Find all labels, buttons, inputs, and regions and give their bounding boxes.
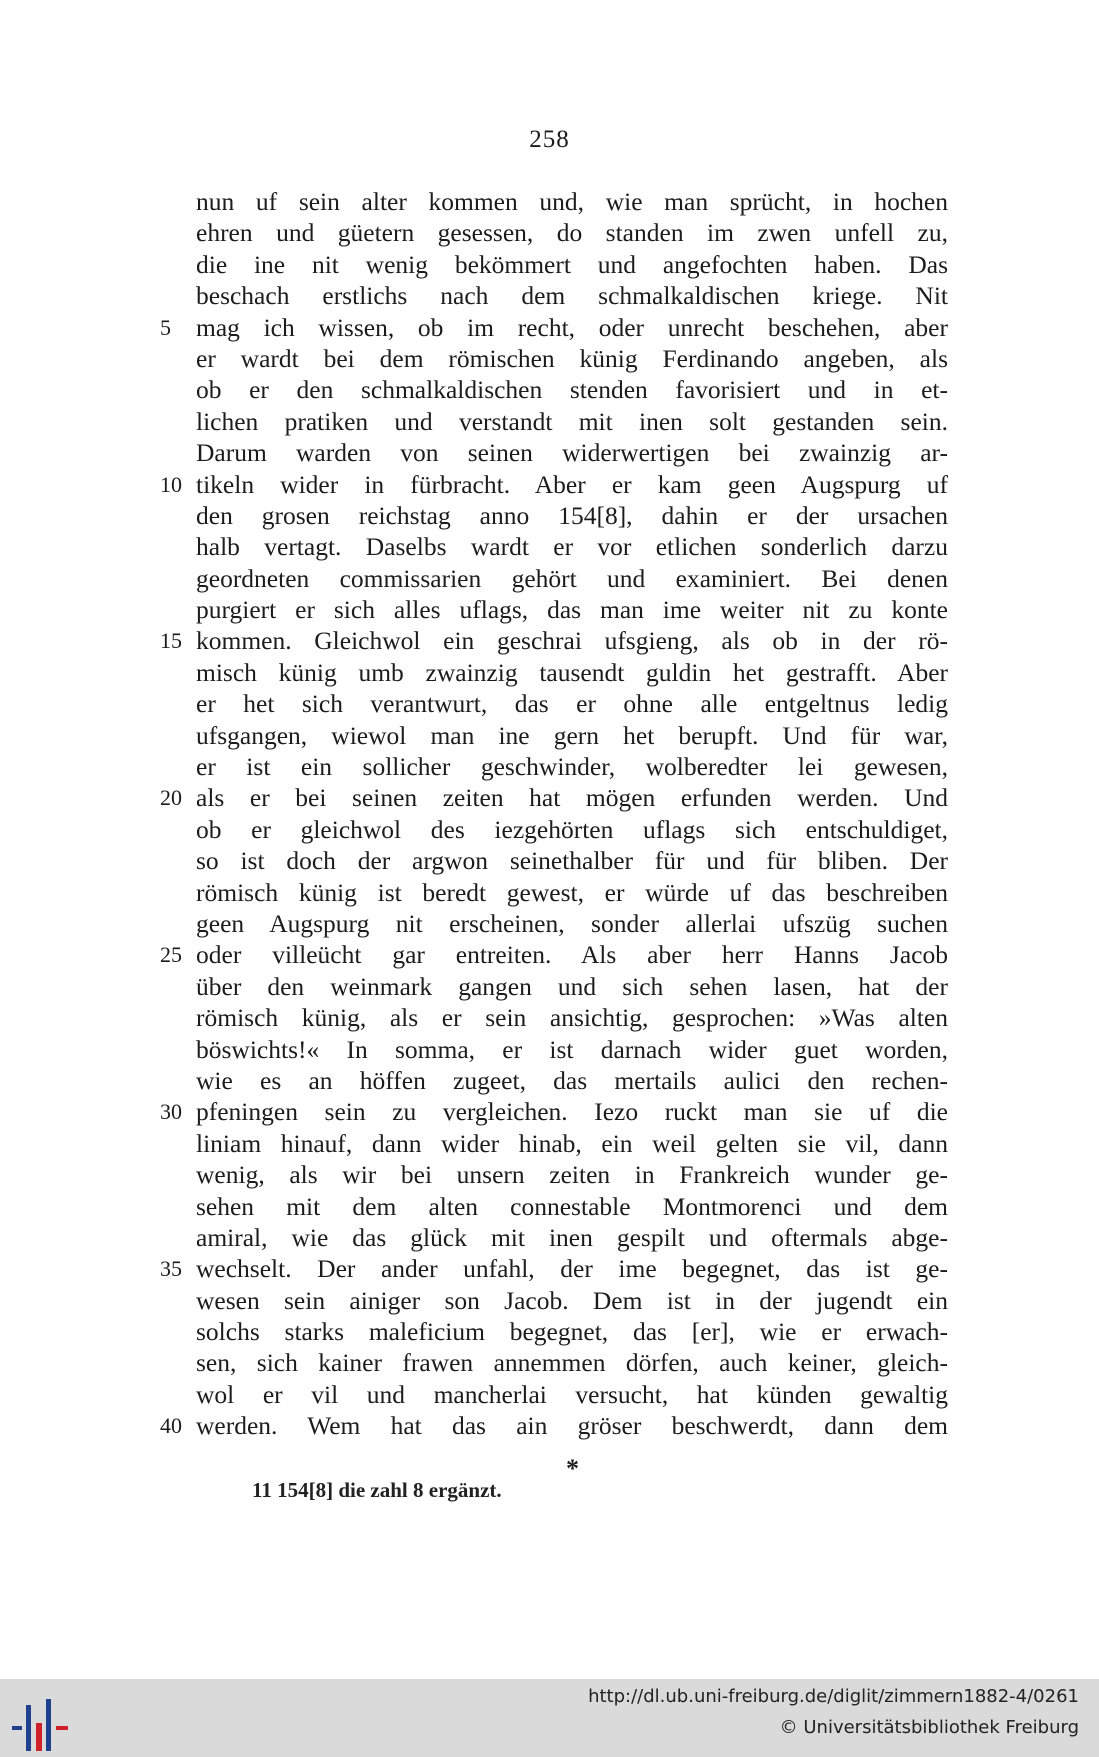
text-line [196, 720, 948, 751]
line-text: oder villeücht gar entreiten. Als aber herr Hanns Jacob [196, 940, 948, 970]
line-number: 40 [160, 1413, 182, 1439]
text-line [196, 1065, 948, 1096]
text-line [196, 971, 948, 1002]
text-line [196, 1034, 948, 1065]
text-line [196, 374, 948, 405]
line-text: pfeningen sein zu vergleichen. Iezo ruckt man sie uf die [196, 1097, 948, 1127]
line-text: halb vertagt. Daselbs wardt er vor etlichen sonderlich darzu [196, 532, 948, 562]
footnote-marker: * [566, 1454, 579, 1483]
line-text: wie es an höffen zugeet, das mertails aulici den rechen- [196, 1065, 948, 1095]
line-number: 30 [160, 1099, 182, 1125]
line-text: ob er gleichwol des iezgehörten uflags sich entschuldiget, [196, 814, 948, 844]
footer-url-link[interactable]: http://dl.ub.uni-freiburg.de/diglit/zimmern1882-4/0261 [588, 1686, 1079, 1707]
line-text: ob er den schmalkaldischen stenden favorisiert und in et- [196, 375, 948, 405]
line-text: tikeln wider in fürbracht. Aber er kam geen Augspurg uf [196, 469, 948, 499]
text-line [196, 1316, 948, 1347]
text-line [196, 343, 948, 374]
text-line [160, 1410, 948, 1441]
text-line [196, 908, 948, 939]
text-line [196, 563, 948, 594]
page-number: 258 [529, 126, 570, 153]
text-line [196, 751, 948, 782]
line-text: purgiert er sich alles uflags, das man ime weiter nit zu konte [196, 595, 948, 625]
text-line [196, 594, 948, 625]
footnote: 11 154[8] die zahl 8 ergänzt. [252, 1478, 502, 1502]
text-line [160, 939, 948, 970]
line-number: 10 [160, 471, 182, 497]
line-text: so ist doch der argwon seinethalber für und für bliben. Der [196, 846, 948, 876]
text-line [196, 437, 948, 468]
text-line [196, 1002, 948, 1033]
line-text: als er bei seinen zeiten hat mögen erfunden werden. Und [196, 783, 948, 813]
footer-copyright: © Universitätsbibliothek Freiburg [779, 1717, 1079, 1738]
text-line [196, 186, 948, 217]
text-line [196, 1379, 948, 1410]
text-line [160, 312, 948, 343]
main-text [160, 186, 948, 1442]
line-text: ufsgangen, wiewol man ine gern het berupft. Und für war, [196, 720, 948, 750]
text-line [160, 1096, 948, 1127]
text-line [196, 657, 948, 688]
text-line [196, 845, 948, 876]
text-line [196, 280, 948, 311]
text-line [196, 1285, 948, 1316]
text-line [196, 1128, 948, 1159]
line-text: er ist ein sollicher geschwinder, wolberedter lei gewesen, [196, 752, 948, 782]
text-line [196, 249, 948, 280]
text-line [196, 1191, 948, 1222]
text-line [196, 217, 948, 248]
line-text: er wardt bei dem römischen künig Ferdinando angeben, als [196, 343, 948, 373]
line-text: mag ich wissen, ob im recht, oder unrecht beschehen, aber [196, 312, 948, 342]
line-text: misch künig umb zwainzig tausendt guldin het gestrafft. Aber [196, 657, 948, 687]
text-line [196, 1159, 948, 1190]
line-text: solchs starks maleficium begegnet, das [er], wie er erwach- [196, 1317, 948, 1347]
text-line [196, 406, 948, 437]
line-text: geordneten commissarien gehört und examiniert. Bei denen [196, 563, 948, 593]
library-logo-icon [10, 1685, 72, 1751]
line-text: wenig, als wir bei unsern zeiten in Frankreich wunder ge- [196, 1160, 948, 1190]
text-line [196, 500, 948, 531]
line-text: wesen sein ainiger son Jacob. Dem ist in der jugendt ein [196, 1285, 948, 1315]
text-line [196, 1222, 948, 1253]
line-text: liniam hinauf, dann wider hinab, ein weil gelten sie vil, dann [196, 1128, 948, 1158]
line-number: 35 [160, 1256, 182, 1282]
line-number: 20 [160, 785, 182, 811]
line-number: 25 [160, 942, 182, 968]
line-text: sen, sich kainer frawen annemmen dörfen, auch keiner, gleich- [196, 1348, 948, 1378]
text-line [160, 625, 948, 656]
text-line [196, 688, 948, 719]
text-line [160, 469, 948, 500]
line-text: den grosen reichstag anno 154[8], dahin er der ursachen [196, 500, 948, 530]
line-text: Darum warden von seinen widerwertigen bei zwainzig ar- [196, 438, 948, 468]
line-text: die ine nit wenig bekömmert und angefochten haben. Das [196, 249, 948, 279]
text-line [160, 1253, 948, 1284]
text-line [196, 531, 948, 562]
line-text: er het sich verantwurt, das er ohne alle entgeltnus ledig [196, 689, 948, 719]
line-text: beschach erstlichs nach dem schmalkaldischen kriege. Nit [196, 281, 948, 311]
line-text: sehen mit dem alten connestable Montmorenci und dem [196, 1191, 948, 1221]
line-text: römisch künig, als er sein ansichtig, gesprochen: »Was alten [196, 1003, 948, 1033]
line-text: ehren und güetern gesessen, do standen im zwen unfell zu, [196, 218, 948, 248]
line-text: werden. Wem hat das ain gröser beschwerdt, dann dem [196, 1411, 948, 1441]
line-number: 15 [160, 628, 182, 654]
line-number: 5 [160, 314, 171, 340]
line-text: römisch künig ist beredt gewest, er würde uf das beschreiben [196, 877, 948, 907]
text-line [196, 1347, 948, 1378]
text-line [196, 814, 948, 845]
line-text: lichen pratiken und verstandt mit inen solt gestanden sein. [196, 406, 948, 436]
text-line [160, 782, 948, 813]
line-text: wol er vil und mancherlai versucht, hat künden gewaltig [196, 1379, 948, 1409]
line-text: wechselt. Der ander unfahl, der ime begegnet, das ist ge- [196, 1254, 948, 1284]
line-text: amiral, wie das glück mit inen gespilt und oftermals abge- [196, 1222, 948, 1252]
line-text: geen Augspurg nit erscheinen, sonder allerlai ufszüg suchen [196, 908, 948, 938]
line-text: kommen. Gleichwol ein geschrai ufsgieng, als ob in der rö- [196, 626, 948, 656]
line-text: nun uf sein alter kommen und, wie man sprücht, in hochen [196, 187, 948, 216]
text-line [196, 877, 948, 908]
line-text: böswichts!« In somma, er ist darnach wider guet worden, [196, 1034, 948, 1064]
line-text: über den weinmark gangen und sich sehen lasen, hat der [196, 971, 948, 1001]
